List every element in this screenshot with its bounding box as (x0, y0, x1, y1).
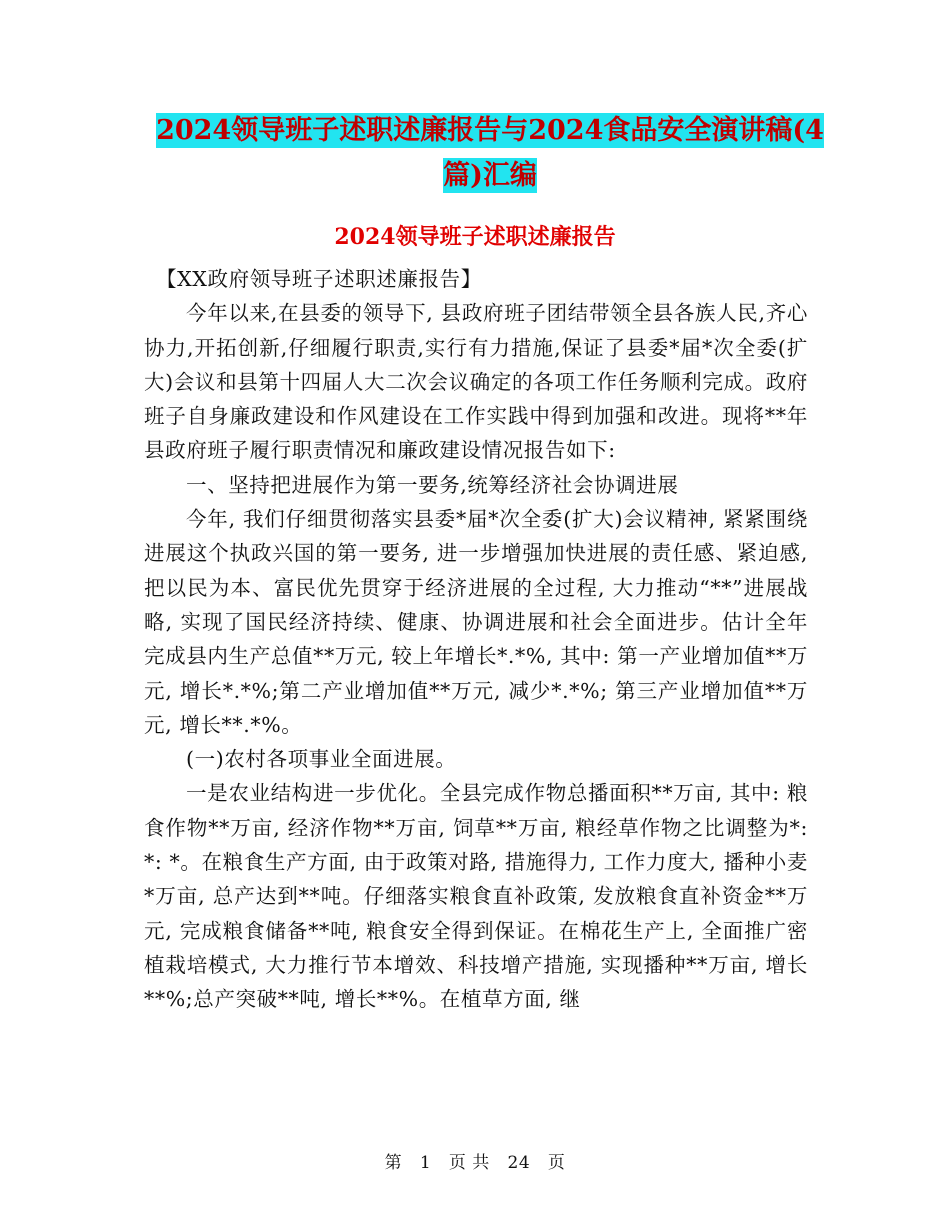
section-heading: 一、坚持把进展作为第一要务,统筹经济社会协调进展 (186, 472, 679, 497)
paragraph: 一是农业结构进一步优化。全县完成作物总播面积**万亩, 其中: 粮食作物**万亩, 经济作物**万亩, 饲草**万亩, 粮经草作物之比调整为*: *: *。在粮食生产方面, 由于政策对路, 措施得力, 工作力度大, 播种小麦*万亩, 总产达到**吨。仔细落实粮食直补政策, 发放粮食直补资金**万元, 完成粮食储备**吨, 粮食安全得到保证。在棉花生产上, 全面推广密植栽培模式, 大力推行节本增效、科技增产措施, 实现播种**万亩, 增长**%;总产突破**吨, 增长**%。在植草方面, 继 (144, 781, 808, 1012)
document-title-line-1: 2024领导班子述职述廉报告与2024食品安全演讲稿(4 (156, 115, 824, 146)
section-title: 2024领导班子述职述廉报告 (334, 224, 616, 250)
document-title (140, 108, 840, 198)
page-number: 1 (419, 1153, 432, 1173)
report-heading: 【XX政府领导班子述职述廉报告】 (156, 267, 482, 291)
document-body (144, 262, 808, 1017)
footer-prefix: 第 (384, 1153, 403, 1173)
footer-middle: 页 共 (448, 1153, 490, 1173)
paragraph: 今年以来,在县委的领导下, 县政府班子团结带领全县各族人民,齐心协力,开拓创新,仔细履行职责,实行有力措施,保证了县委*届*次全委(扩大)会议和县第十四届人大二次会议确定的各项工作任务顺利完成。政府班子自身廉政建设和作风建设在工作实践中得到加强和改进。现将**年县政府班子履行职责情况和廉政建设情况报告如下: (144, 301, 808, 463)
footer-suffix: 页 (547, 1153, 566, 1173)
document-title-line-2: 篇)汇编 (443, 160, 537, 191)
page-total: 24 (507, 1153, 531, 1173)
page-footer (0, 1148, 950, 1173)
subsection-heading: (一)农村各项事业全面进展。 (186, 747, 457, 772)
paragraph: 今年, 我们仔细贯彻落实县委*届*次全委(扩大)会议精神, 紧紧围绕进展这个执政兴国的第一要务, 进一步增强加快进展的责任感、紧迫感, 把以民为本、富民优先贯穿于经济进展的全过程, 大力推动“**”进展战略, 实现了国民经济持续、健康、协调进展和社会全面进步。估计全年完成县内生产总值**万元, 较上年增长*.*%, 其中: 第一产业增加值**万元, 增长*.*%;第二产业增加值**万元, 减少*.*%; 第三产业增加值**万元, 增长**.*%。 (144, 507, 808, 737)
